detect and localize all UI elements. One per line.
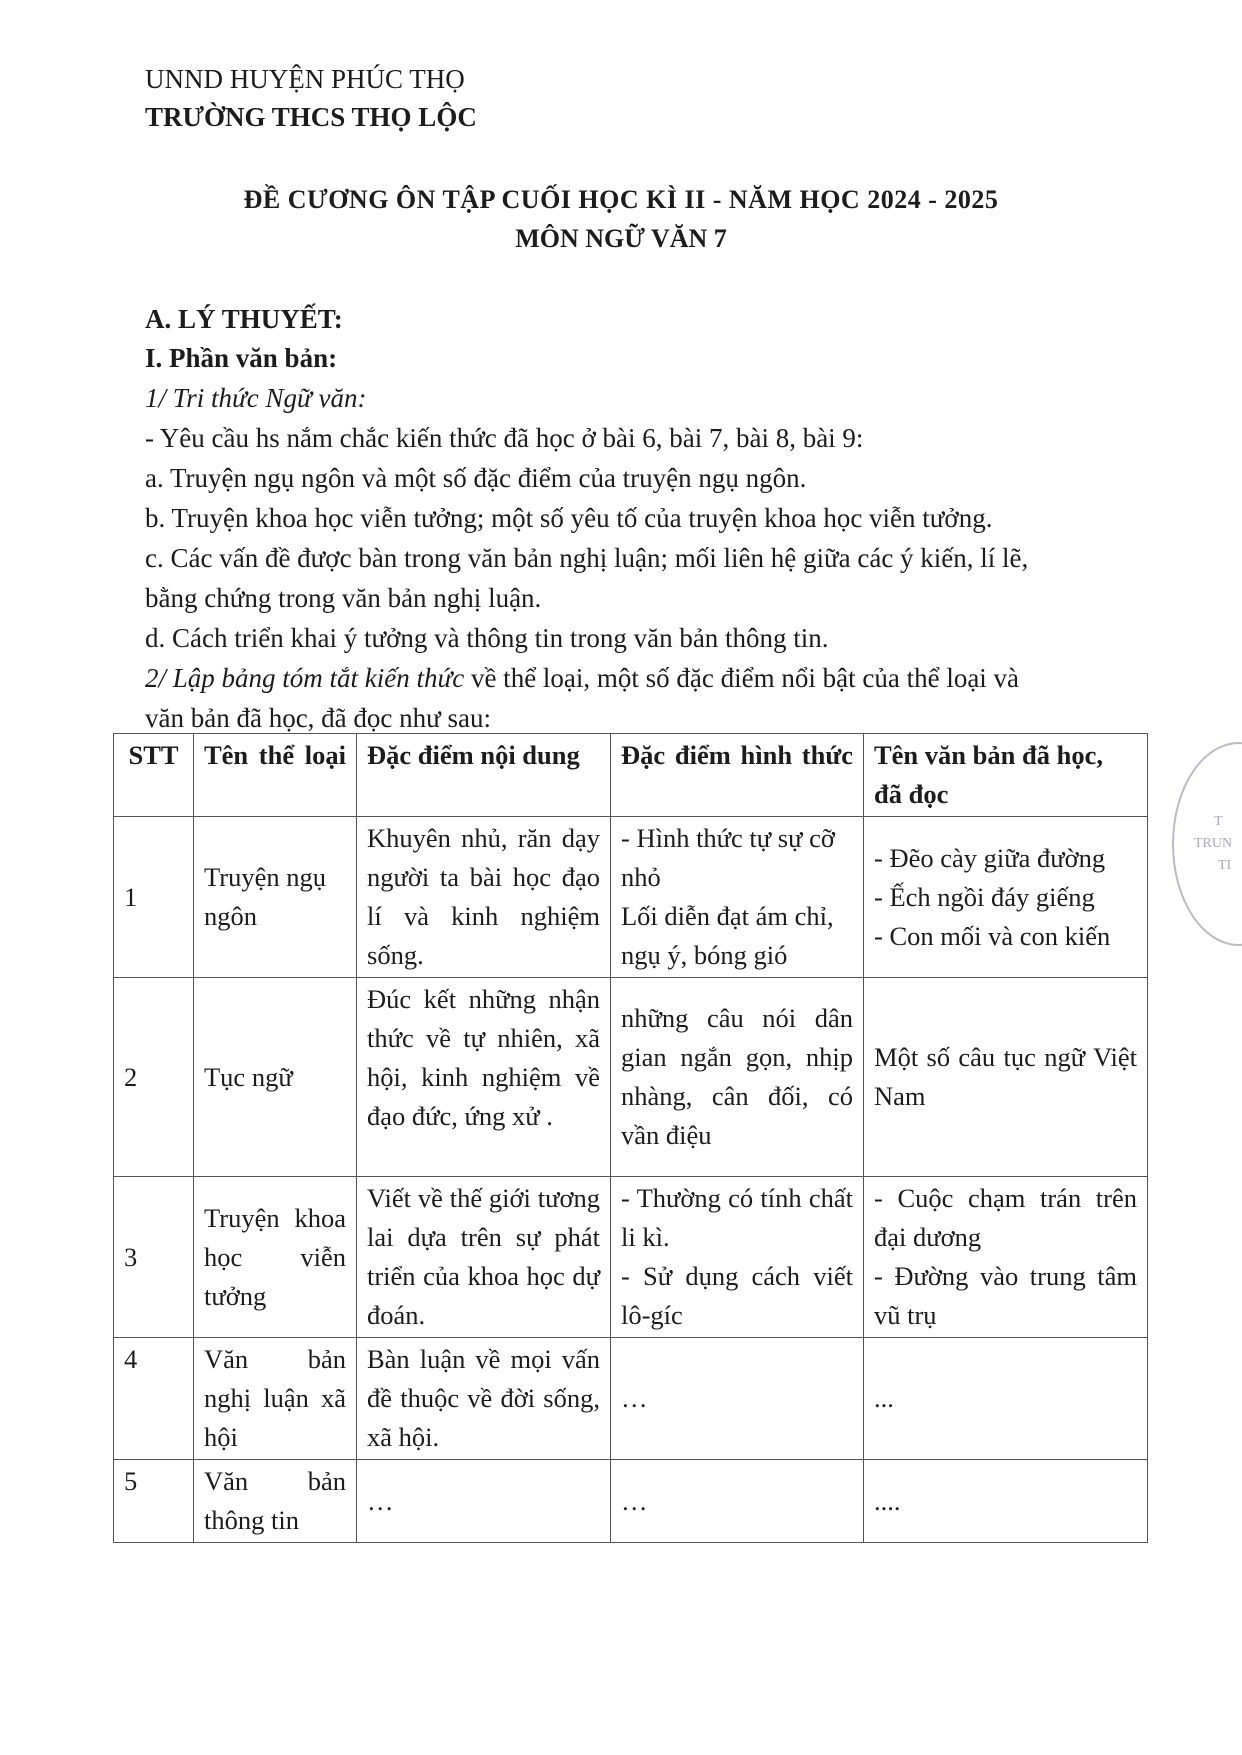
table-row [114,1460,1148,1543]
text-title: - Ếch ngồi đáy giếng [874,881,1095,912]
item-2-line-1 [145,661,1019,695]
text-title: - Con mối và con kiến [874,920,1111,951]
text-title: - Đường vào trung tâm vũ trụ [874,1261,1137,1330]
cell-genre: Văn bản thông tin [194,1460,357,1543]
table-row [114,978,1148,1177]
table-row [114,817,1148,978]
cell-texts [864,1177,1148,1338]
document-subject: MÔN NGỮ VĂN 7 [515,224,727,253]
text-title: - Cuộc chạm trán trên đại dương [874,1183,1137,1252]
cell-genre: Truyện ngụ ngôn [194,817,357,978]
header-stt: STT [114,734,194,817]
cell-stt: 5 [114,1460,194,1543]
cell-form: … [611,1460,864,1543]
cell-form [611,1177,864,1338]
form-line: Lối diễn đạt ám chỉ, ngụ ý, bóng gió [621,901,834,970]
text-title: - Đẽo cày giữa đường [874,842,1106,873]
school-name: TRƯỜNG THCS THỌ LỘC [145,102,477,132]
cell-stt: 1 [114,817,194,978]
table-row [114,1338,1148,1460]
cell-form [611,817,864,978]
item-2-heading: 2/ Lập bảng tóm tắt kiến thức [145,663,465,693]
cell-genre: Truyện khoa học viễn tưởng [194,1177,357,1338]
cell-texts: ... [864,1338,1148,1460]
cell-content: … [357,1460,611,1543]
cell-stt: 4 [114,1338,194,1460]
item-2-line-2: văn bản đã học, đã đọc như sau: [145,703,492,733]
cell-stt: 2 [114,978,194,1177]
authority-name: UNND HUYỆN PHÚC THỌ [145,64,465,94]
point-b: b. Truyện khoa học viễn tưởng; một số yêu tố của truyện khoa học viễn tưởng. [145,503,993,533]
header-form: Đặc điểm hình thức [611,734,864,817]
table-row [114,1177,1148,1338]
section-a-heading: A. LÝ THUYẾT: [145,304,343,334]
form-line: - Thường có tính chất li kì. [621,1183,853,1252]
point-d: d. Cách triển khai ý tưởng và thông tin trong văn bản thông tin. [145,623,829,653]
cell-content: Bàn luận về mọi vấn đề thuộc về đời sống, xã hội. [357,1338,611,1460]
cell-form: những câu nói dân gian ngắn gọn, nhịp nhàng, cân đối, có vần điệu [611,978,864,1177]
cell-stt: 3 [114,1177,194,1338]
header-texts: Tên văn bản đã học, đã đọc [864,734,1148,817]
cell-genre: Tục ngữ [194,978,357,1177]
summary-table [113,733,1148,1543]
cell-content: Viết về thế giới tương lai dựa trên sự phát triển của khoa học dự đoán. [357,1177,611,1338]
header-content: Đặc điểm nội dung [357,734,611,817]
cell-texts: .... [864,1460,1148,1543]
cell-content: Khuyên nhủ, răn dạy người ta bài học đạo lí và kinh nghiệm sống. [357,817,611,978]
header-genre: Tên thể loại [194,734,357,817]
point-a: a. Truyện ngụ ngôn và một số đặc điểm của truyện ngụ ngôn. [145,463,807,493]
item-2-text: về thể loại, một số đặc điểm nổi bật của thể loại và [464,663,1020,693]
point-c-line-2: bằng chứng trong văn bản nghị luận. [145,583,542,613]
item-1-heading: 1/ Tri thức Ngữ văn: [145,383,367,413]
official-seal-stamp: T TRUN TI [1172,742,1242,946]
cell-form: … [611,1338,864,1460]
cell-texts [864,817,1148,978]
part-1-heading: I. Phần văn bản: [145,343,338,373]
requirement-line: - Yêu cầu hs nắm chắc kiến thức đã học ở bài 6, bài 7, bài 8, bài 9: [145,423,864,453]
cell-texts: Một số câu tục ngữ Việt Nam [864,978,1148,1177]
cell-content: Đúc kết những nhận thức về tự nhiên, xã hội, kinh nghiệm về đạo đức, ứng xử . [357,978,611,1177]
cell-genre: Văn bản nghị luận xã hội [194,1338,357,1460]
form-line: - Sử dụng cách viết lô-gíc [621,1261,853,1330]
form-line: - Hình thức tự sự cỡ nhỏ [621,823,835,892]
table-header-row [114,734,1148,817]
point-c-line-1: c. Các vấn đề được bàn trong văn bản nghị luận; mối liên hệ giữa các ý kiến, lí lẽ, [145,543,1029,573]
document-title: ĐỀ CƯƠNG ÔN TẬP CUỐI HỌC KÌ II - NĂM HỌC 2024 - 2025 [243,185,999,214]
